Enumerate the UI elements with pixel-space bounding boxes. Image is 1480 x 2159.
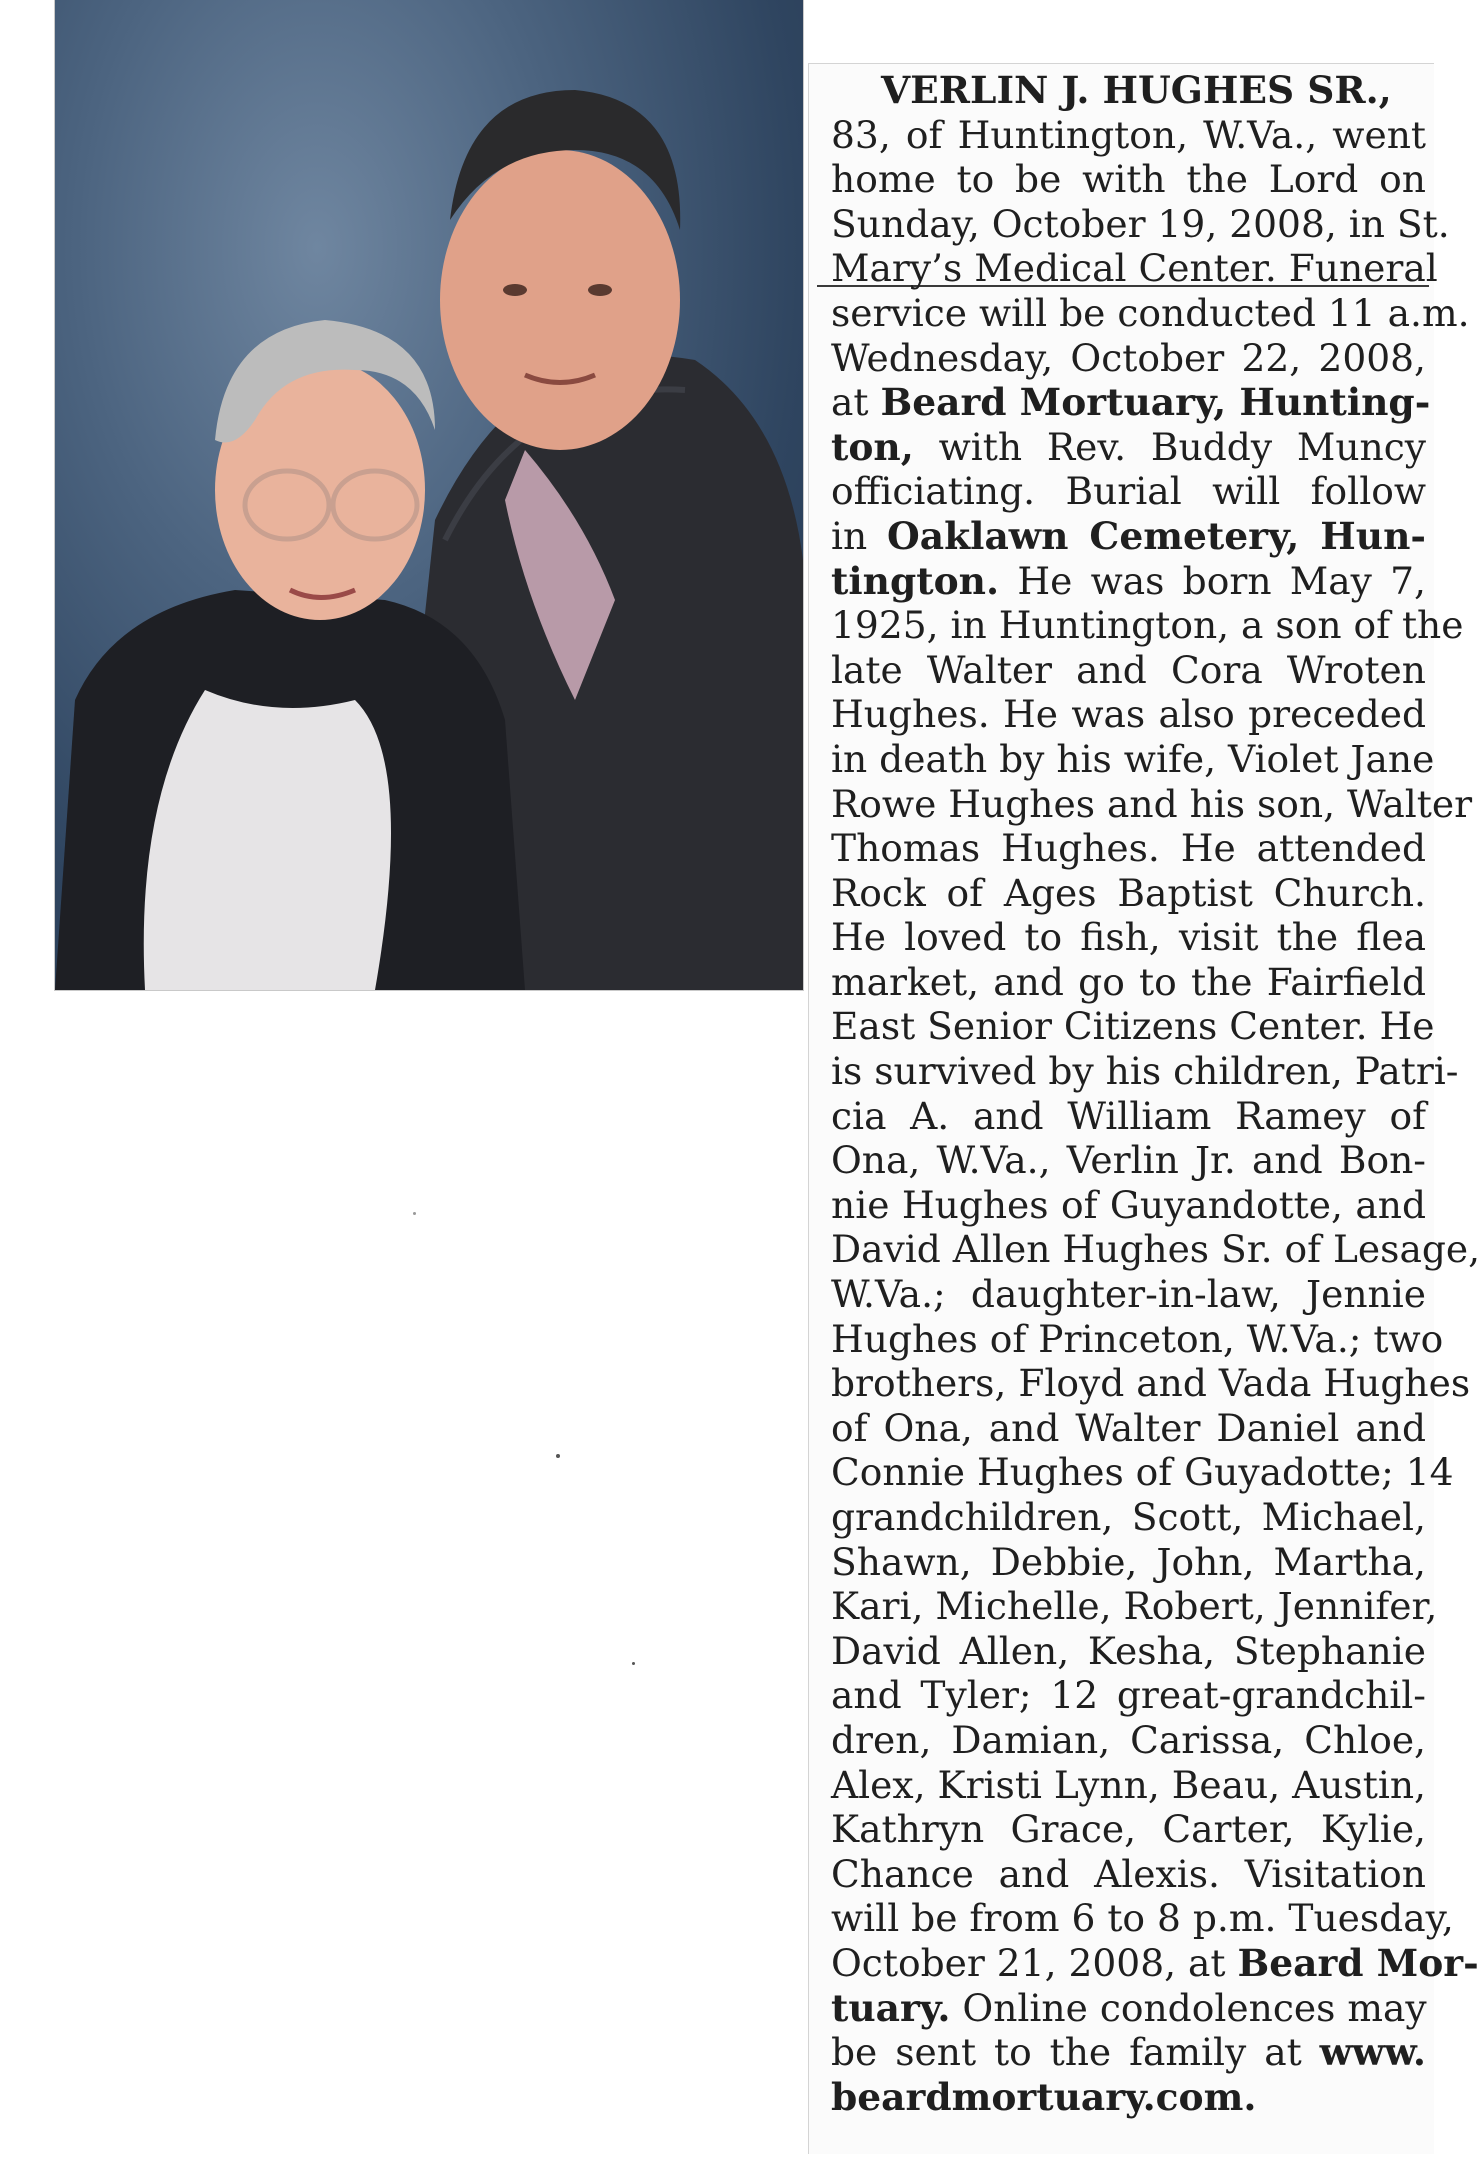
- obituary-text: Shawn, Debbie, John, Martha,: [831, 1539, 1426, 1584]
- obituary-text: dren, Damian, Carissa, Chloe,: [831, 1717, 1426, 1762]
- obituary-text: late Walter and Cora Wroten: [831, 647, 1426, 692]
- obituary-line: [831, 1450, 1454, 1495]
- obituary-bold-text: Oaklawn Cemetery, Hun-: [887, 513, 1426, 558]
- obituary-line: [831, 1316, 1444, 1362]
- obituary-text: He was born May 7,: [999, 558, 1426, 603]
- obituary-text: market, and go to the Fairfield: [831, 959, 1426, 1004]
- obituary-text: Sunday, October 19, 2008, in St.: [831, 201, 1450, 246]
- obituary-line: [831, 1896, 1454, 1941]
- obituary-line: [831, 1227, 1480, 1272]
- obituary-text: at: [831, 380, 881, 425]
- paper-speck: [632, 1662, 635, 1665]
- obituary-line: [831, 826, 1426, 871]
- obituary-text: Rock of Ages Baptist Church.: [831, 870, 1426, 915]
- paper-speck: [556, 1454, 560, 1458]
- obituary-text: East Senior Citizens Center. He: [831, 1004, 1435, 1049]
- obituary-line: [831, 2030, 1426, 2075]
- obituary-text: Kari, Michelle, Robert, Jennifer,: [831, 1584, 1438, 1629]
- obituary-text: He loved to fish, visit the flea: [831, 915, 1426, 960]
- obituary-line: [831, 1584, 1438, 1629]
- obituary-text: grandchildren, Scott, Michael,: [831, 1495, 1426, 1539]
- portrait-illustration: [55, 0, 803, 990]
- obituary-text: home to be with the Lord on: [831, 157, 1426, 202]
- obituary-line: [831, 246, 1438, 291]
- obituary-line: [831, 1183, 1426, 1228]
- obituary-line: [831, 1406, 1426, 1451]
- obituary-line: [831, 113, 1426, 158]
- obituary-line: [831, 201, 1450, 247]
- obituary-text: officiating. Burial will follow: [831, 469, 1426, 514]
- obituary-text: Online condolences may: [950, 1985, 1427, 2030]
- obituary-line: [831, 425, 1426, 470]
- obituary-line: [831, 871, 1426, 916]
- obituary-bold-text: www.: [1319, 2030, 1426, 2075]
- couple-portrait-photo: [55, 0, 803, 990]
- obituary-text: in death by his wife, Violet Jane: [831, 736, 1435, 781]
- obituary-line: [831, 960, 1426, 1005]
- obituary-line: [831, 1049, 1459, 1094]
- obituary-text: brothers, Floyd and Vada Hughes: [831, 1361, 1471, 1406]
- obituary-text: David Allen, Kesha, Stephanie: [831, 1628, 1426, 1673]
- obituary-text: Hughes. He was also preceded: [831, 692, 1426, 737]
- obituary-bold-text: VERLIN J. HUGHES SR.,: [881, 68, 1392, 112]
- obituary-text: Chance and Alexis. Visitation: [831, 1851, 1426, 1896]
- obituary-line: [831, 157, 1426, 202]
- obituary-line: [831, 1673, 1426, 1718]
- obituary-text: nie Hughes of Guyandotte, and: [831, 1182, 1426, 1227]
- obituary-text: of Ona, and Walter Daniel and: [831, 1405, 1426, 1450]
- obituary-text: and Tyler; 12 great-grandchil-: [831, 1673, 1426, 1718]
- obituary-line: [831, 603, 1464, 648]
- obituary-text: Hughes of Princeton, W.Va.; two: [831, 1316, 1444, 1361]
- obituary-bold-text: tington.: [831, 558, 1000, 603]
- obituary-line: [831, 736, 1435, 782]
- obituary-text: Thomas Hughes. He attended: [831, 826, 1426, 871]
- obituary-line: [831, 1138, 1426, 1183]
- obituary-text: Kathryn Grace, Carter, Kylie,: [831, 1807, 1426, 1852]
- obituary-text: October 21, 2008, at: [831, 1940, 1238, 1985]
- obituary-line: [831, 1940, 1479, 1986]
- obituary-line: [831, 514, 1426, 559]
- obituary-bold-text: beardmortuary.com.: [831, 2074, 1257, 2119]
- obituary-line: [831, 469, 1426, 514]
- obituary-line: [831, 781, 1473, 827]
- obituary-line: [831, 1361, 1471, 1406]
- obituary-bold-text: tuary.: [831, 1985, 951, 2030]
- obituary-text: Mary’s Medical Center. Funeral: [831, 246, 1438, 291]
- obituary-text-column: [831, 68, 1480, 2119]
- obituary-line: [831, 1986, 1426, 2031]
- obituary-text: 1925, in Huntington, a son of the: [831, 603, 1464, 648]
- obituary-line: [831, 1272, 1426, 1317]
- obituary-text: will be from 6 to 8 p.m. Tuesday,: [831, 1896, 1454, 1941]
- obituary-line: [831, 1004, 1435, 1049]
- obituary-line: [831, 1807, 1426, 1852]
- obituary-line: [831, 1852, 1426, 1897]
- obituary-text: service will be conducted 11 a.m.: [831, 290, 1470, 335]
- obituary-text: W.Va.; daughter-in-law, Jennie: [831, 1272, 1426, 1317]
- obituary-text: cia A. and William Ramey of: [831, 1093, 1426, 1138]
- obituary-line: [831, 915, 1426, 960]
- paper-speck: [413, 1212, 416, 1215]
- obituary-text: Rowe Hughes and his son, Walter: [831, 781, 1473, 826]
- obituary-text: 83, of Huntington, W.Va., went: [831, 112, 1426, 157]
- obituary-line: [831, 336, 1426, 381]
- obituary-line: [831, 1540, 1426, 1585]
- obituary-line: [831, 380, 1431, 425]
- obituary-text: be sent to the family at: [831, 2030, 1320, 2075]
- obituary-line: [831, 1094, 1426, 1139]
- obituary-line: [831, 692, 1426, 737]
- obituary-bold-text: Beard Mortuary, Hunting-: [880, 380, 1431, 425]
- obituary-text: is survived by his children, Patri-: [831, 1049, 1459, 1094]
- obituary-line: [831, 1495, 1426, 1540]
- obituary-text: with Rev. Buddy Muncy: [913, 424, 1426, 469]
- obituary-line: [831, 1718, 1426, 1763]
- obituary-text: Connie Hughes of Guyadotte; 14: [831, 1450, 1454, 1495]
- obituary-text: David Allen Hughes Sr. of Lesage,: [831, 1227, 1480, 1272]
- obituary-clipping: [808, 63, 1480, 2154]
- obituary-line: [831, 648, 1426, 693]
- obituary-line: [831, 2075, 1426, 2120]
- obituary-line: [831, 68, 1426, 113]
- obituary-text: Wednesday, October 22, 2008,: [831, 335, 1426, 380]
- obituary-text: Ona, W.Va., Verlin Jr. and Bon-: [831, 1138, 1426, 1183]
- obituary-bold-text: ton,: [831, 424, 914, 469]
- obituary-line: [831, 1763, 1426, 1808]
- obituary-text: Alex, Kristi Lynn, Beau, Austin,: [831, 1762, 1426, 1807]
- obituary-line: [831, 1629, 1426, 1674]
- obituary-line: [831, 559, 1426, 604]
- obituary-text: in: [831, 513, 888, 558]
- obituary-bold-text: Beard Mor-: [1237, 1940, 1479, 1985]
- obituary-line: [831, 290, 1470, 336]
